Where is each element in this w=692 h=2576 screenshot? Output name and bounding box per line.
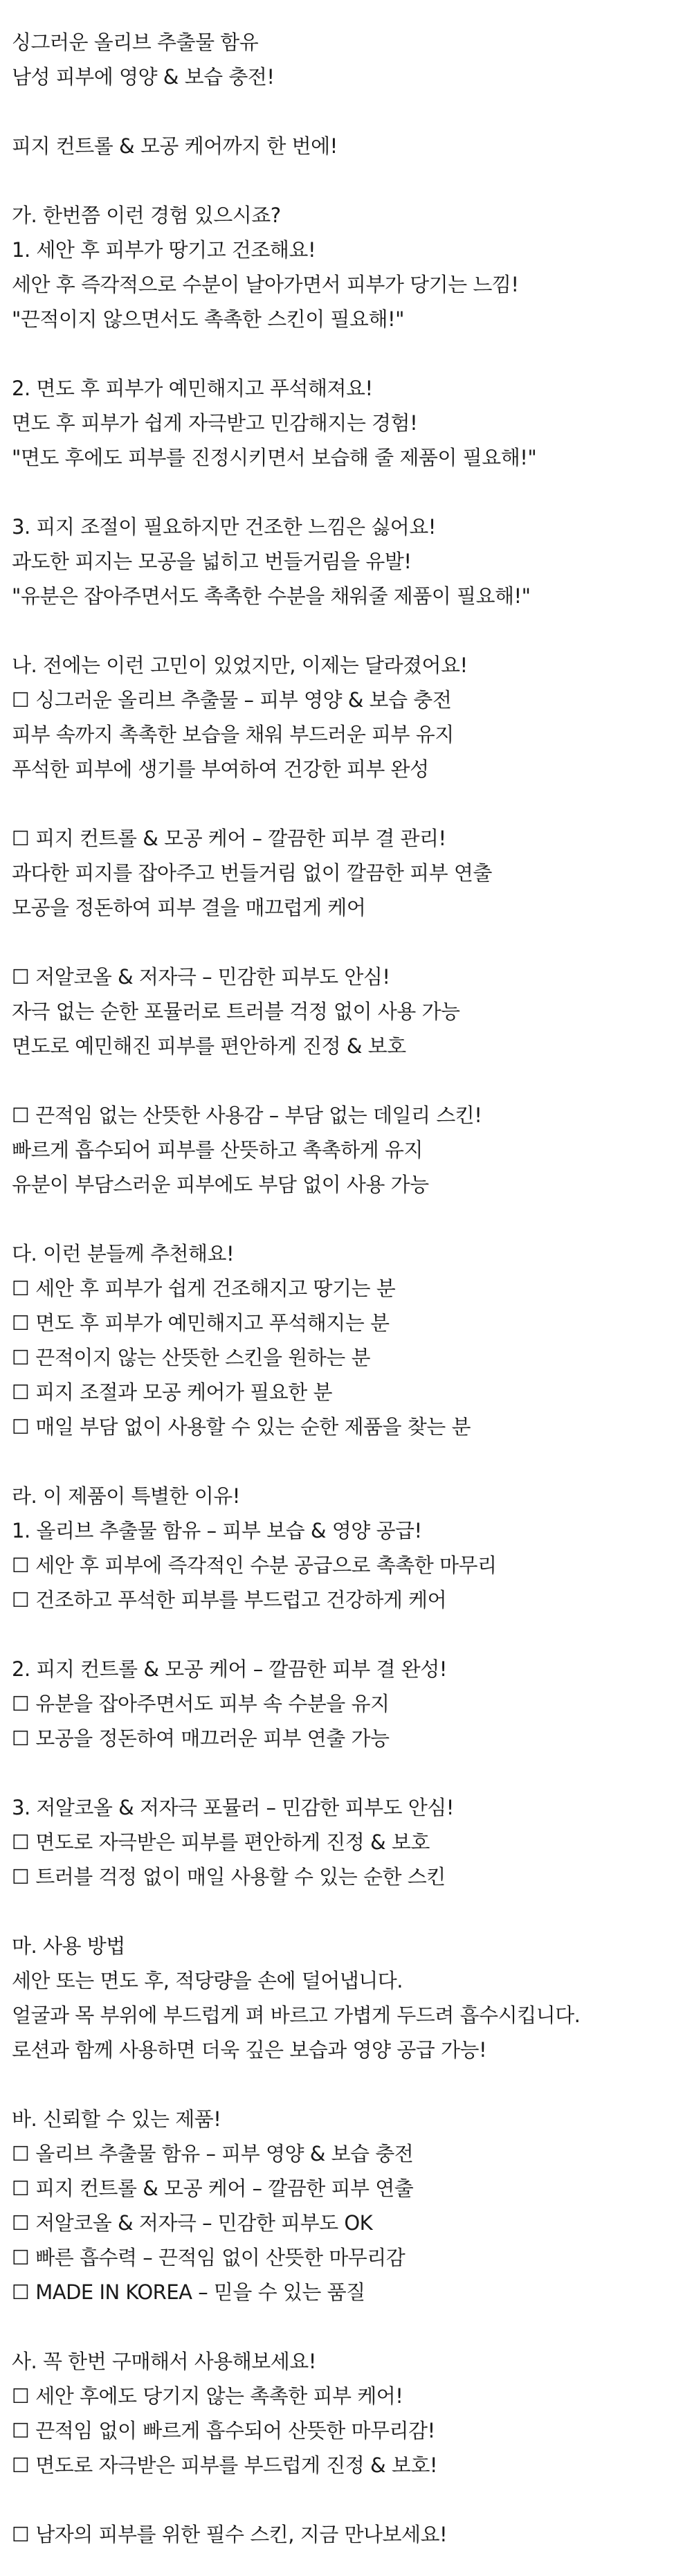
text-line: ☐ 남자의 피부를 위한 필수 스킨, 지금 만나보세요! (12, 2523, 448, 2546)
text-line: 빠르게 흡수되어 피부를 산뜻하고 촉촉하게 유지 (12, 1138, 423, 1162)
text-line: ☐ 매일 부담 없이 사용할 수 있는 순한 제품을 찾는 분 (12, 1415, 471, 1439)
text-line: ☐ 싱그러운 올리브 추출물 – 피부 영양 & 보습 충전 (12, 688, 452, 712)
paragraph (12, 1929, 680, 2067)
text-line: ☐ 저알코올 & 저자극 – 민감한 피부도 안심! (12, 965, 390, 989)
text-line: ☐ 면도 후 피부가 예민해지고 푸석해지는 분 (12, 1311, 390, 1335)
text-line: ☐ 면도로 자극받은 피부를 편안하게 진정 & 보호 (12, 1830, 430, 1854)
text-line: 마. 사용 방법 (12, 1934, 125, 1958)
text-line: ☐ 저알코올 & 저자극 – 민감한 피부도 OK (12, 2211, 373, 2235)
text-line: 2. 피지 컨트롤 & 모공 케어 – 깔끔한 피부 결 완성! (12, 1657, 447, 1681)
text-line: ☐ 세안 후 피부가 쉽게 건조해지고 땅기는 분 (12, 1277, 396, 1300)
text-line: 바. 신뢰할 수 있는 제품! (12, 2107, 221, 2131)
text-line: ☐ 피지 조절과 모공 케어가 필요한 분 (12, 1380, 333, 1404)
paragraph (12, 1098, 680, 1202)
paragraph (12, 2102, 680, 2309)
text-line: ☐ 건조하고 푸석한 피부를 부드럽고 건강하게 케어 (12, 1588, 447, 1612)
paragraph (12, 821, 680, 925)
paragraph-spacer (12, 925, 680, 960)
text-line: "유분은 잡아주면서도 촉촉한 수분을 채워줄 제품이 필요해!" (12, 584, 531, 608)
paragraph-spacer (12, 336, 680, 371)
text-line: "끈적이지 않으면서도 촉촉한 스킨이 필요해!" (12, 307, 404, 331)
paragraph (12, 2344, 680, 2483)
paragraph (12, 129, 680, 163)
text-line: ☐ 모공을 정돈하여 매끄러운 피부 연출 가능 (12, 1727, 390, 1750)
paragraph-spacer (12, 94, 680, 129)
paragraph-spacer (12, 1202, 680, 1236)
text-line: ☐ MADE IN KOREA – 믿을 수 있는 품질 (12, 2280, 365, 2304)
text-line: 과도한 피지는 모공을 넓히고 번들거림을 유발! (12, 550, 412, 573)
text-line: 피부 속까지 촉촉한 보습을 채워 부드러운 피부 유지 (12, 723, 454, 746)
text-line: 가. 한번쯤 이런 경험 있으시죠? (12, 204, 281, 227)
text-line: 푸석한 피부에 생기를 부여하여 건강한 피부 완성 (12, 757, 429, 781)
text-line: ☐ 트러블 걱정 없이 매일 사용할 수 있는 순한 스킨 (12, 1865, 446, 1889)
product-description-document (12, 25, 680, 2552)
paragraph (12, 1790, 680, 1894)
text-line: ☐ 피지 컨트롤 & 모공 케어 – 깔끔한 피부 결 관리! (12, 827, 446, 850)
text-line: 과다한 피지를 잡아주고 번들거림 없이 깔끔한 피부 연출 (12, 861, 492, 885)
paragraph-spacer (12, 1756, 680, 1790)
text-line: ☐ 끈적이지 않는 산뜻한 스킨을 원하는 분 (12, 1346, 371, 1369)
paragraph-spacer (12, 1617, 680, 1652)
paragraph (12, 648, 680, 786)
text-line: 면도 후 피부가 쉽게 자극받고 민감해지는 경험! (12, 411, 418, 435)
paragraph (12, 1479, 680, 1617)
text-line: 피지 컨트롤 & 모공 케어까지 한 번에! (12, 134, 338, 158)
paragraph-spacer (12, 2067, 680, 2102)
paragraph (12, 371, 680, 475)
text-line: 3. 피지 조절이 필요하지만 건조한 느낌은 싫어요! (12, 515, 436, 539)
text-line: ☐ 빠른 흡수력 – 끈적임 없이 산뜻한 마무리감 (12, 2246, 406, 2269)
text-line: 다. 이런 분들께 추천해요! (12, 1242, 235, 1266)
paragraph (12, 198, 680, 336)
text-line: 모공을 정돈하여 피부 결을 매끄럽게 케어 (12, 896, 366, 919)
paragraph (12, 1652, 680, 1756)
paragraph (12, 1236, 680, 1444)
text-line: ☐ 면도로 자극받은 피부를 부드럽게 진정 & 보호! (12, 2453, 438, 2477)
text-line: 면도로 예민해진 피부를 편안하게 진정 & 보호 (12, 1034, 406, 1058)
paragraph-spacer (12, 163, 680, 198)
text-line: 세안 또는 면도 후, 적당량을 손에 덜어냅니다. (12, 1969, 403, 1992)
paragraph (12, 510, 680, 613)
text-line: ☐ 세안 후에도 당기지 않는 촉촉한 피부 케어! (12, 2384, 403, 2408)
text-line: 라. 이 제품이 특별한 이유! (12, 1484, 240, 1508)
text-line: 남성 피부에 영양 & 보습 충전! (12, 65, 275, 89)
paragraph-spacer (12, 1444, 680, 1479)
paragraph-spacer (12, 2309, 680, 2344)
paragraph-spacer (12, 475, 680, 510)
text-line: 1. 올리브 추출물 함유 – 피부 보습 & 영양 공급! (12, 1519, 422, 1542)
text-line: 유분이 부담스러운 피부에도 부담 없이 사용 가능 (12, 1173, 429, 1196)
paragraph-spacer (12, 786, 680, 821)
text-line: 나. 전에는 이런 고민이 있었지만, 이제는 달라졌어요! (12, 654, 468, 677)
text-line: 3. 저알코올 & 저자극 포뮬러 – 민감한 피부도 안심! (12, 1796, 454, 1819)
text-line: 사. 꼭 한번 구매해서 사용해보세요! (12, 2350, 316, 2373)
paragraph (12, 2517, 680, 2552)
text-line: 로션과 함께 사용하면 더욱 깊은 보습과 영양 공급 가능! (12, 2038, 487, 2062)
paragraph (12, 960, 680, 1063)
text-line: ☐ 끈적임 없는 산뜻한 사용감 – 부담 없는 데일리 스킨! (12, 1104, 482, 1127)
paragraph (12, 25, 680, 94)
paragraph-spacer (12, 613, 680, 648)
text-line: ☐ 끈적임 없이 빠르게 흡수되어 산뜻한 마무리감! (12, 2419, 435, 2442)
text-line: "면도 후에도 피부를 진정시키면서 보습해 줄 제품이 필요해!" (12, 446, 537, 469)
text-line: 얼굴과 목 부위에 부드럽게 펴 바르고 가볍게 두드려 흡수시킵니다. (12, 2003, 581, 2027)
paragraph-spacer (12, 1063, 680, 1098)
text-line: 1. 세안 후 피부가 땅기고 건조해요! (12, 238, 316, 262)
text-line: 세안 후 즉각적으로 수분이 날아가면서 피부가 당기는 느낌! (12, 273, 519, 296)
text-line: ☐ 세안 후 피부에 즉각적인 수분 공급으로 촉촉한 마무리 (12, 1553, 497, 1577)
paragraph-spacer (12, 2483, 680, 2517)
text-line: 자극 없는 순한 포뮬러로 트러블 걱정 없이 사용 가능 (12, 1000, 460, 1023)
text-line: 싱그러운 올리브 추출물 함유 (12, 30, 259, 54)
text-line: ☐ 올리브 추출물 함유 – 피부 영양 & 보습 충전 (12, 2142, 414, 2165)
text-line: ☐ 피지 컨트롤 & 모공 케어 – 깔끔한 피부 연출 (12, 2177, 414, 2200)
text-line: ☐ 유분을 잡아주면서도 피부 속 수분을 유지 (12, 1692, 390, 1715)
paragraph-spacer (12, 1894, 680, 1929)
text-line: 2. 면도 후 피부가 예민해지고 푸석해져요! (12, 377, 373, 400)
